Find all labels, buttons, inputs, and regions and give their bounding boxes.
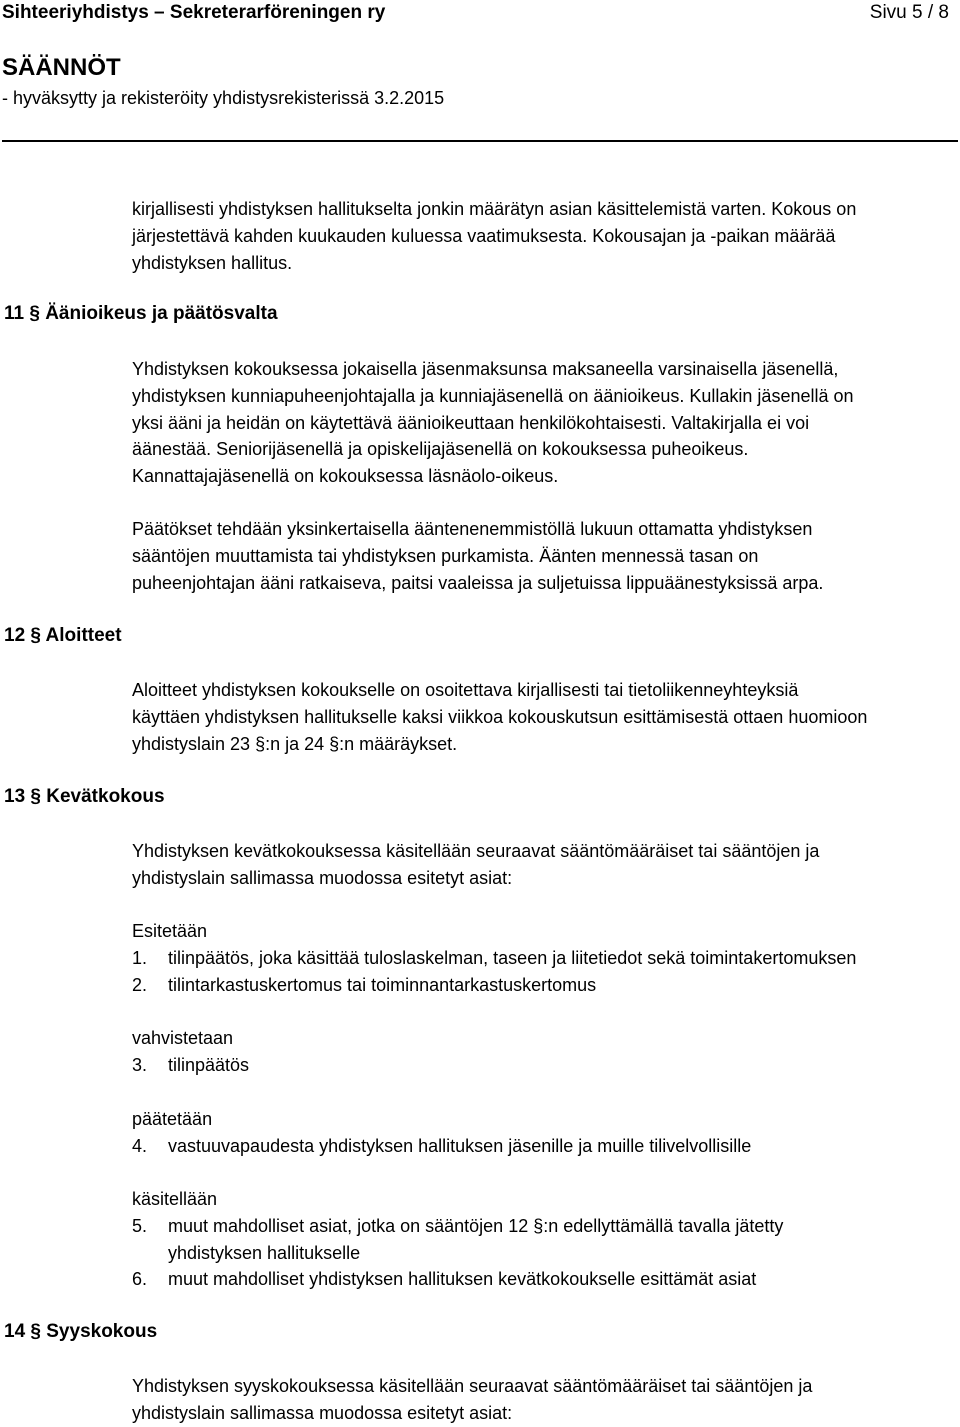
page-number: Sivu 5 / 8 [869, 2, 949, 23]
section-14-heading: 14 § Syyskokous [4, 1321, 158, 1342]
list-item [132, 1052, 249, 1079]
paragraph-line: yhdistyksen kunniapuheenjohtajalla ja kunniajäsenellä on äänioikeus. Kullakin jäsenellä on [132, 385, 854, 406]
list-item-number: 5. [132, 1216, 148, 1236]
document-title: SÄÄNNÖT [2, 54, 121, 81]
paragraph-line: puheenjohtajan ääni ratkaiseva, paitsi vaaleissa ja suljetuissa lippuäänestyksissä arpa. [132, 572, 824, 593]
intro-paragraph [132, 196, 958, 276]
paragraph-line: kirjallisesti yhdistyksen hallitukselta jonkin määrätyn asian käsittelemistä varten. Kokous on [132, 199, 857, 219]
section-11-paragraph-2 [132, 516, 958, 596]
list-item-text: tilinpäätös [168, 1055, 250, 1075]
paragraph-line: yksi ääni ja heidän on käytettävä äänioikeuttaan henkilökohtaisesti. Valtakirjalla ei voi [132, 412, 810, 433]
list-item-number: 3. [132, 1055, 148, 1075]
paragraph-line: yhdistyksen hallitus. [132, 252, 293, 273]
list-item [132, 1266, 756, 1293]
paragraph-line: yhdistyslain 23 §:n ja 24 §:n määräykset. [132, 733, 458, 754]
paragraph-line: yhdistyslain sallimassa muodossa esitetyt asiat: [132, 1402, 513, 1423]
list-item [132, 945, 856, 972]
list-item [132, 1213, 783, 1267]
list-item-number: 4. [132, 1136, 148, 1156]
list-item-number: 1. [132, 948, 148, 968]
list-item-number: 6. [132, 1269, 148, 1289]
list-item-text: muut mahdolliset yhdistyksen hallituksen kevätkokoukselle esittämät asiat [168, 1269, 757, 1289]
paragraph-line: Yhdistyksen syyskokouksessa käsitellään seuraavat sääntömääräiset tai sääntöjen ja [132, 1376, 813, 1396]
list-item-text: tilintarkastuskertomus tai toiminnantarkastuskertomus [168, 975, 597, 995]
list-group-label: Esitetään [132, 921, 208, 941]
paragraph-line: sääntöjen muuttamista tai yhdistyksen purkamista. Äänten mennessä tasan on [132, 545, 759, 566]
list-item-text: tilinpäätös, joka käsittää tuloslaskelman, taseen ja liitetiedot sekä toimintakertomuksen [168, 948, 857, 968]
list-item [132, 972, 596, 999]
list-item [132, 1133, 751, 1160]
document-subtitle: - hyväksytty ja rekisteröity yhdistysrekisterissä 3.2.2015 [2, 88, 445, 108]
paragraph-line: Päätökset tehdään yksinkertaisella ääntenenemmistöllä lukuun ottamatta yhdistyksen [132, 519, 813, 539]
list-group-label: vahvistetaan [132, 1028, 234, 1048]
section-14-paragraph [132, 1373, 958, 1427]
list-group-label: käsitellään [132, 1189, 218, 1209]
paragraph-line: Yhdistyksen kokouksessa jokaisella jäsenmaksunsa maksaneella varsinaisella jäsenellä, [132, 359, 839, 379]
paragraph-line: yhdistyslain sallimassa muodossa esitetyt asiat: [132, 867, 513, 888]
section-13-paragraph [132, 838, 958, 892]
section-12-paragraph [132, 677, 958, 757]
paragraph-line: järjestettävä kahden kuukauden kuluessa vaatimuksesta. Kokousajan ja -paikan määrää [132, 225, 836, 246]
list-item-text-continued: yhdistyksen hallitukselle [168, 1242, 361, 1263]
section-13-heading: 13 § Kevätkokous [4, 786, 165, 807]
paragraph-line: Yhdistyksen kevätkokouksessa käsitellään seuraavat sääntömääräiset tai sääntöjen ja [132, 841, 820, 861]
list-item-text: vastuuvapaudesta yhdistyksen hallituksen jäsenille ja muille tilivelvollisille [168, 1136, 752, 1156]
header-divider [2, 140, 958, 142]
paragraph-line: Aloitteet yhdistyksen kokoukselle on osoitettava kirjallisesti tai tietoliikenneyhteyksiä [132, 680, 799, 700]
list-group-label: päätetään [132, 1109, 213, 1129]
list-item-number: 2. [132, 975, 148, 995]
section-11-paragraph-1 [132, 356, 958, 490]
organization-name: Sihteeriyhdistys – Sekreterarföreningen ry [2, 2, 386, 23]
paragraph-line: äänestää. Seniorijäsenellä ja opiskelijajäsenellä on kokouksessa puheoikeus. [132, 439, 749, 460]
paragraph-line: käyttäen yhdistyksen hallitukselle kaksi viikkoa kokouskutsun esittämisestä ottaen huomioon [132, 706, 868, 727]
list-item-text: muut mahdolliset asiat, jotka on sääntöjen 12 §:n edellyttämällä tavalla jätetty [168, 1216, 784, 1236]
section-11-heading: 11 § Äänioikeus ja päätösvalta [4, 303, 278, 324]
section-12-heading: 12 § Aloitteet [4, 625, 122, 646]
paragraph-line: Kannattajajäsenellä on kokouksessa läsnäolo-oikeus. [132, 466, 559, 487]
